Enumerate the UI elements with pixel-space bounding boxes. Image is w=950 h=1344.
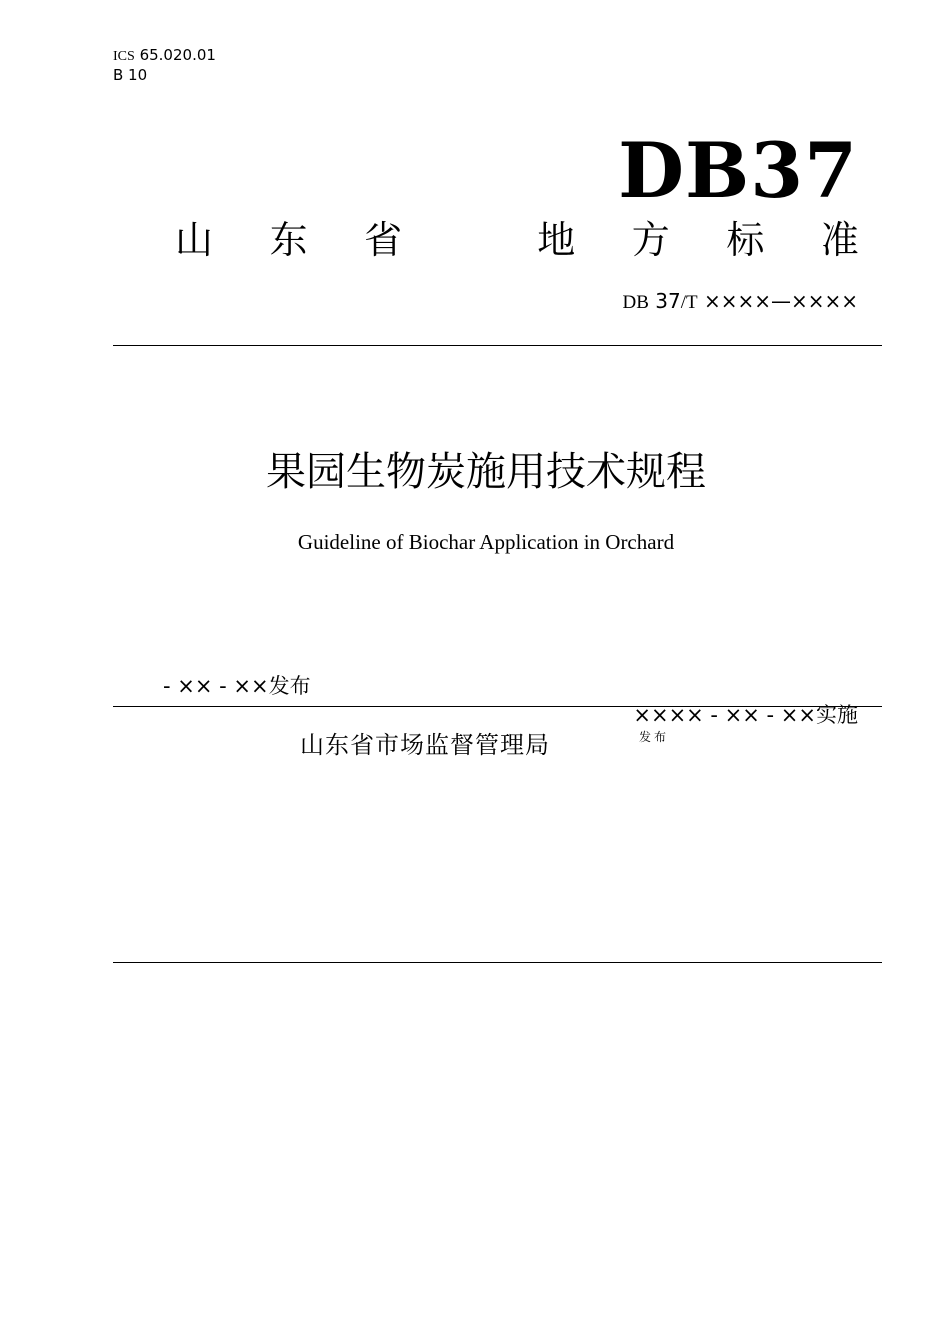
issuing-authority: 山东省市场监督管理局 [300,731,550,759]
standard-logo: DB37 [618,126,858,215]
ics-code-line [113,46,216,66]
footer-divider [113,962,882,963]
ics-label: ICS [113,49,135,64]
publish-date: - ×× - ××发布 [163,674,311,698]
header-divider [113,345,882,346]
implement-date: ×××× - ×× - ××实施 [633,703,858,727]
standard-type-heading [175,214,859,266]
standard-number-value: ××××—×××× [703,289,858,313]
document-title-english: Guideline of Biochar Application in Orchard [297,530,675,554]
standard-type-char: 东 [269,218,308,262]
standard-type-char: 山 [175,218,214,262]
spacer [459,214,481,266]
standard-number-prefix: DB [622,292,649,313]
standard-number [622,288,858,316]
standard-number-suffix: /T [680,292,698,313]
standard-type-char: 省 [364,218,403,262]
standard-type-char: 地 [537,218,576,262]
issue-label: 发布 [639,730,670,744]
ics-code: 65.020.01 [139,46,216,64]
standard-type-char: 标 [726,218,765,262]
document-title: 果园生物炭施用技术规程 [266,449,706,495]
standard-type-char: 方 [631,218,670,262]
standard-type-char: 准 [820,218,859,262]
classification-code: B 10 [113,66,148,84]
standard-number-province: 37 [655,289,681,313]
